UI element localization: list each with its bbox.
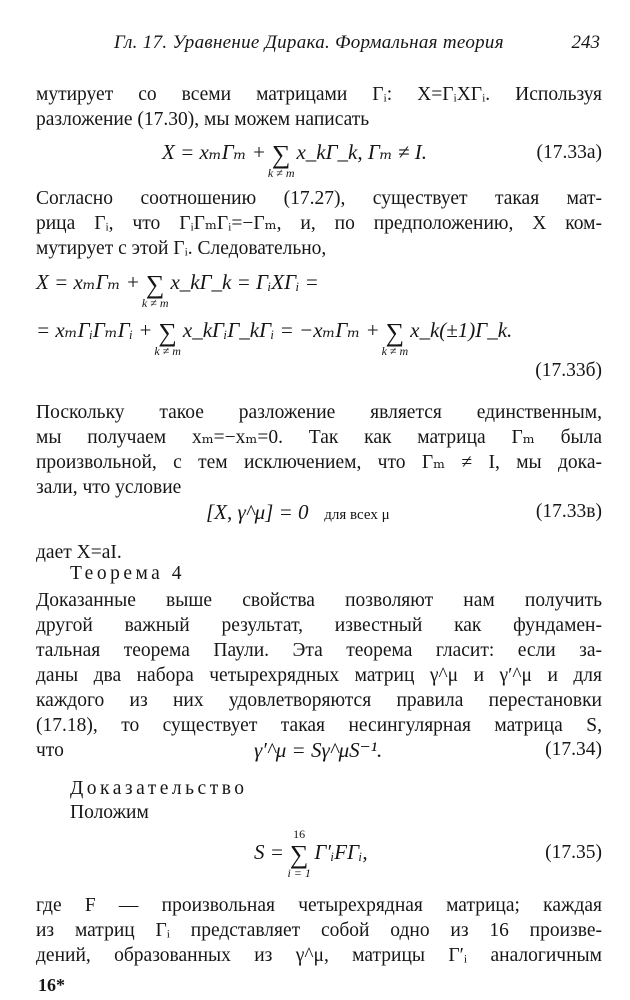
equation-body: [254, 827, 368, 880]
text-line: рица Γᵢ, что ΓᵢΓₘΓᵢ=−Γₘ, и, по предположению, X ком-: [36, 213, 602, 234]
equation-condition: для всех μ: [324, 507, 390, 523]
summation-subscript: k ≠ m: [141, 296, 169, 310]
paragraph-2: [36, 186, 602, 261]
text-line: Поскольку такое разложение является единственным,: [36, 402, 602, 423]
text-line: где F — произвольная четырехрядная матрица; каждая: [36, 895, 602, 916]
equation-expression: γ′^μ = Sγ^μS⁻¹.: [254, 738, 383, 762]
theorem-heading: Теорема 4: [70, 563, 185, 584]
summation-superscript: 16: [293, 827, 306, 841]
text-line: разложение (17.30), мы можем написать: [36, 109, 370, 130]
paragraph-5: [36, 893, 602, 968]
text-line: дает X=aI.: [36, 542, 122, 563]
text-line: Согласно соотношению (17.27), существует такая мат-: [36, 188, 602, 209]
proof-heading: Доказательство: [70, 778, 248, 799]
paragraph-1: [36, 82, 602, 132]
equation-number: (17.35): [545, 842, 602, 863]
equation-part: x_k(±1)Γ_k.: [410, 318, 513, 342]
equation-body: [162, 140, 427, 180]
chapter-title: Гл. 17. Уравнение Дирака. Формальная теория: [114, 32, 504, 53]
text-line: Доказанные выше свойства позволяют нам получить: [36, 590, 602, 611]
equation-17-33a: [36, 140, 602, 186]
equation-17-35: [36, 827, 602, 890]
page-number: 243: [571, 32, 600, 53]
equation-number: (17.33в): [535, 501, 602, 522]
summation-sign: ∑ k ≠ m: [141, 270, 169, 310]
text-line: произвольной, с тем исключением, что Γₘ ≠ I, мы дока-: [36, 452, 602, 473]
summation-subscript: i = 1: [287, 866, 311, 880]
summation-subscript: k ≠ m: [267, 166, 295, 180]
equation-lhs: X = xₘΓₘ +: [36, 270, 140, 294]
equation-17-34: [36, 738, 602, 768]
text-line: из матриц Γᵢ представляет собой одно из 16 произве-: [36, 920, 602, 941]
summation-sign: ∑ k ≠ m: [381, 318, 409, 358]
running-head: [38, 30, 600, 56]
equation-rhs: Γ′ᵢFΓᵢ,: [314, 840, 368, 864]
equation-line-1: [36, 270, 319, 310]
equation-rhs: x_kΓ_k, Γₘ ≠ I.: [296, 140, 427, 164]
summation-sign: ∑ k ≠ m: [267, 140, 295, 180]
equation-body: [254, 738, 382, 763]
equation-number: (17.33a): [536, 142, 602, 163]
text-line: тальная теорема Паули. Эта теорема гласит: если за-: [36, 640, 602, 661]
text-line: мутирует с этой Γᵢ. Следовательно,: [36, 238, 327, 259]
text-line: даны два набора четырехрядных матриц γ^μ и γ′^μ и для: [36, 665, 602, 686]
equation-part: x_kΓᵢΓ_kΓᵢ = −xₘΓₘ +: [182, 318, 380, 342]
paragraph-3: [36, 400, 602, 500]
equation-17-33v: [36, 500, 602, 530]
equation-part: = xₘΓᵢΓₘΓᵢ +: [36, 318, 153, 342]
text-line: мутирует со всеми матрицами Γᵢ: X=ΓᵢXΓᵢ. Используя: [36, 84, 602, 105]
text-line: мы получаем xₘ=−xₘ=0. Так как матрица Γₘ была: [36, 427, 602, 448]
summation-subscript: k ≠ m: [381, 344, 409, 358]
text-line: дений, образованных из γ^μ, матрицы Γ′ᵢ аналогичным: [36, 945, 602, 966]
equation-number: (17.33б): [535, 360, 602, 381]
text-line: каждого из них удовлетворяются правила перестановки: [36, 690, 602, 711]
paragraph-4: [36, 588, 602, 763]
summation-sign: ∑ k ≠ m: [154, 318, 181, 358]
equation-lhs: S =: [254, 840, 284, 864]
equation-number: (17.34): [545, 739, 602, 760]
equation-lhs: X = xₘΓₘ +: [162, 140, 266, 164]
summation-sign: 16 ∑ i = 1: [287, 827, 311, 880]
text-line: (17.18), то существует такая несингулярная матрица S,: [36, 715, 602, 736]
equation-rhs: x_kΓ_k = ΓᵢXΓᵢ =: [170, 270, 319, 294]
text-line: что: [36, 740, 64, 761]
equation-body: [206, 500, 390, 525]
equation-line-2: [36, 318, 513, 358]
equation-expression: [X, γ^μ] = 0: [206, 500, 309, 524]
signature-mark: 16*: [38, 975, 65, 995]
put-line: Положим: [70, 802, 149, 823]
text-line: другой важный результат, известный как фундамен-: [36, 615, 602, 636]
text-line: зали, что условие: [36, 477, 182, 498]
summation-subscript: k ≠ m: [154, 344, 181, 358]
equation-17-33b: [36, 270, 602, 388]
gives-line: [36, 540, 602, 565]
